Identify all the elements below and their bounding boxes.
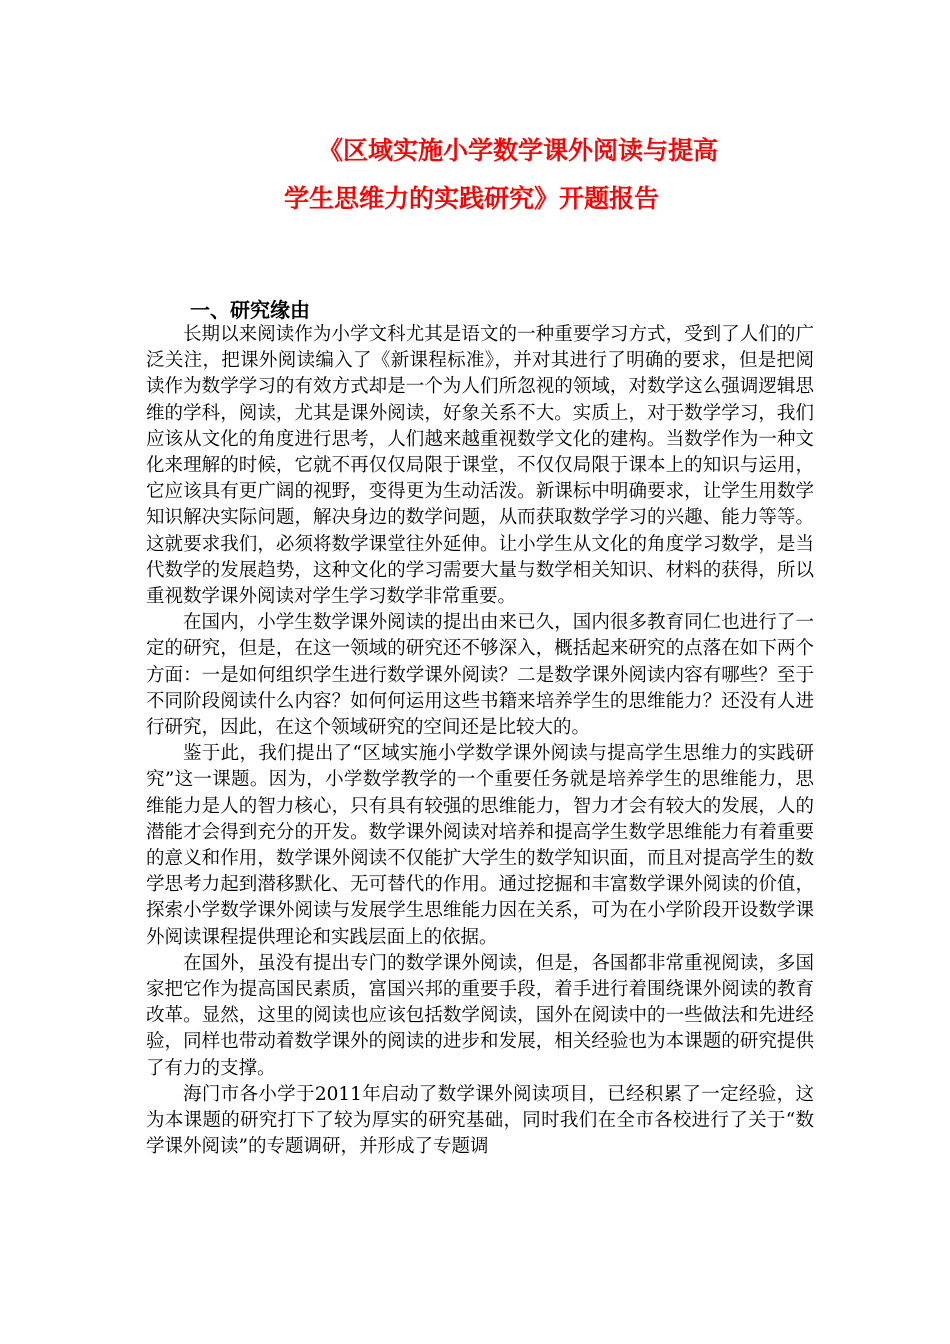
document-title-line-2: 学生思维力的实践研究》开题报告: [284, 184, 660, 213]
paragraph-3: 鉴于此，我们提出了“区域实施小学数学课外阅读与提高学生思维力的实践研究”这一课题。因为，小学数学教学的一个重要任务就是培养学生的思维能力，思维能力是人的智力核心，只有具有较强的思维能力，智力才会有较大的发展，人的潜能才会得到充分的开发。数学课外阅读对培养和提高学生数学思维能力有着重要的意义和作用，数学课外阅读不仅能扩大学生的数学知识面，而且对提高学生的数学思考力起到潜移默化、无可替代的作用。通过挖掘和丰富数学课外阅读的价值，探索小学数学课外阅读与发展学生思维能力因在关系，可为在小学阶段开设数学课外阅读课程提供理论和实践层面上的依据。: [146, 743, 814, 948]
paragraph-1: 长期以来阅读作为小学文科尤其是语文的一种重要学习方式，受到了人们的广泛关注，把课外阅读编入了《新课程标准》，并对其进行了明确的要求，但是把阅读作为数学学习的有效方式却是一个为人们所忽视的领域，对数学这么强调逻辑思维的学科，阅读，尤其是课外阅读，好象关系不大。实质上，对于数学学习，我们应该从文化的角度进行思考，人们越来越重视数学文化的建构。当数学作为一种文化来理解的时候，它就不再仅仅局限于课堂，不仅仅局限于课本上的知识与运用，它应该具有更广阔的视野，变得更为生动活泼。新课标中明确要求，让学生用数学知识解决实际问题，解决身边的数学问题，从而获取数学学习的兴趣、能力等等。这就要求我们，必须将数学课堂往外延伸。让小学生从文化的角度学习数学，是当代数学的发展趋势，这种文化的学习需要大量与数学相关知识、材料的获得，所以重视数学课外阅读对学生学习数学非常重要。: [146, 324, 814, 608]
paragraph-5: 海门市各小学于2011年启动了数学课外阅读项目，已经积累了一定经验，这为本课题的研究打下了较为厚实的研究基础，同时我们在全市各校进行了关于“数学课外阅读”的专题调研，并形成了专题调: [146, 1083, 814, 1158]
document-title-line-1: 《区域实施小学数学课外阅读与提高: [318, 136, 719, 165]
paragraph-2: 在国内，小学生数学课外阅读的提出由来已久，国内很多教育同仁也进行了一定的研究，但是，在这一领域的研究还不够深入，概括起来研究的点落在如下两个方面：一是如何组织学生进行数学课外阅读？二是数学课外阅读内容有哪些？至于不同阶段阅读什么内容？如何何运用这些书籍来培养学生的思维能力？还没有人进行研究，因此，在这个领域研究的空间还是比较大的。: [146, 612, 814, 739]
section-heading: 一、研究缘由: [190, 298, 310, 322]
paragraph-4: 在国外，虽没有提出专门的数学课外阅读，但是，各国都非常重视阅读，多国家把它作为提高国民素质，富国兴邦的重要手段，着手进行着围绕课外阅读的教育改革。显然，这里的阅读也应该包括数学阅读，国外在阅读中的一些做法和先进经验，同样也带动着数学课外的阅读的进步和发展，相关经验也为本课题的研究提供了有力的支撑。: [146, 952, 814, 1079]
body-text: [146, 322, 814, 1161]
